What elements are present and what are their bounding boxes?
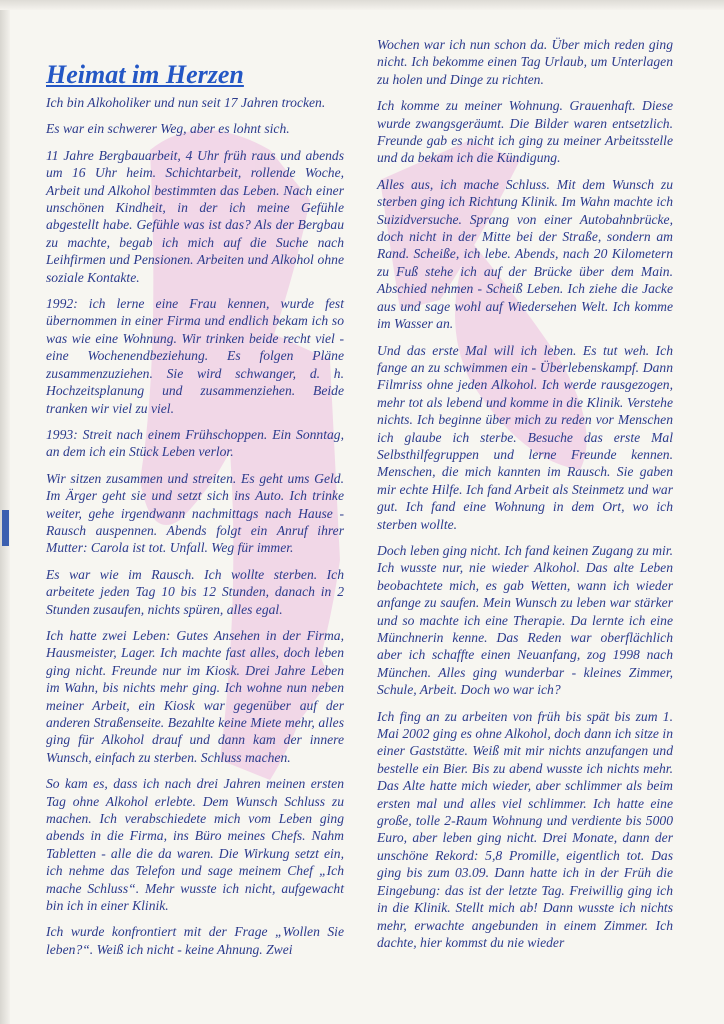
paragraph: Wir sitzen zusammen und streiten. Es geht ums Geld. Im Ärger geht sie und setzt sich ins Auto. Ich trinke weiter, gehe irgendwann nachmittags nach Hause - Rausch auspennen. Abends folgt ein Anruf ihrer Mutter: Carola ist tot. Unfall. Weg für immer.	[46, 470, 344, 556]
paragraph: Alles aus, ich mache Schluss. Mit dem Wunsch zu sterben ging ich Richtung Klinik. Im Wahn machte ich Suizidversuche. Sprang von einer Autobahnbrücke, doch nicht in der Mitte bei der Straße, sondern am Rand. Scheiße, ich lebe. Abends, nach 20 Kilometern zu Fuß stehe ich auf der Brücke über dem Main. Abschied nehmen - Scheiß Leben. Ich ziehe die Jacke aus und sage wohl auf Wiedersehen Welt. Ich komme im Wasser an.	[377, 176, 673, 332]
paragraph: Doch leben ging nicht. Ich fand keinen Zugang zu mir. Ich wusste nur, nie wieder Alkohol. Das alte Leben beobachtete mich, es gab Wetten, wann ich wieder anfange zu saufen. Mein Wunsch zu leben war stärker und so machte ich eine Therapie. Da lernte ich eine Münchnerin kenne. Das Reden war oberflächlich aber ich schaffte einen Neuanfang, zog 1998 nach München. Alles ging wunderbar - kleines Zimmer, Schule, Arbeit. Doch wo war ich?	[377, 542, 673, 698]
paragraph: Und das erste Mal will ich leben. Es tut weh. Ich fange an zu schwimmen ein - Überlebenskampf. Dann Filmriss ohne jeden Alkohol. Ich werde rausgezogen, mehr tot als lebend und komme in die Klinik. Verstehe nichts. Ich beginne über mich zu reden vor Menschen ich glaube ich sterbe. Besuche das erste Mal Selbsthilfegruppen und lerne Freunde kennen. Menschen, die mich kannten im Rausch. Sie gaben mir echte Hilfe. Ich fand Arbeit als Steinmetz und war gut. Ich fand eine Wohnung in dem Ort, wo ich sterben wollte.	[377, 342, 673, 532]
paragraph: 11 Jahre Bergbauarbeit, 4 Uhr früh raus und abends um 16 Uhr heim. Schichtarbeit, rollende Woche, Arbeit und Alkohol bestimmten das Leben. Nach einer unschönen Kindheit, in der ich meine Gefühle abgestellt habe. Gefühle was ist das? Als der Bergbau zu machte, begab ich mich auf die Suche nach Leihfirmen und Pensionen. Arbeiten und Alkohol ohne soziale Kontakte.	[46, 147, 344, 285]
page-top-edge-shadow	[0, 0, 724, 10]
paragraph: Ich wurde konfrontiert mit der Frage „Wollen Sie leben?“. Weiß ich nicht - keine Ahnung. Zwei	[46, 924, 344, 957]
paragraph: Es war wie im Rausch. Ich wollte sterben. Ich arbeitete jeden Tag 10 bis 12 Stunden, danach in 2 Stunden zusaufen, nichts spüren, alles egal.	[46, 566, 344, 617]
paragraph: Ich komme zu meiner Wohnung. Grauenhaft. Diese wurde zwangsgeräumt. Die Bilder waren entsetzlich. Freunde gab es nicht ich ging zu meiner Arbeitsstelle und da bekam ich die Kündigung.	[377, 98, 673, 166]
paragraph: 1992: ich lerne eine Frau kennen, wurde fest übernommen in einer Firma und endlich bekam ich so was wie eine Wohnung. Wir trinken beide recht viel - eine Wochenendbeziehung. Es folgen Pläne zusammenzuziehen. Sie wird schwanger, d. h. Hochzeitsplanung und zusammenziehen. Beide tranken wir viel zu viel.	[46, 296, 344, 416]
article-title: Heimat im Herzen	[46, 60, 244, 89]
paragraph: Ich bin Alkoholiker und nun seit 17 Jahren trocken.	[46, 95, 326, 110]
paragraph: So kam es, dass ich nach drei Jahren meinen ersten Tag ohne Alkohol erlebte. Dem Wunsch Schluss zu machen. Ich verabschiedete mich vom Leben ging abends in die Firma, ins Büro meines Chefs. Nahm Tabletten - alle die da waren. Die Wirkung setzt ein, ich nehme das Telefon und sage meinem Chef „Ich mache Schluss“. Mehr wusste ich nicht, aufgewacht bin ich in einer Klinik.	[46, 776, 344, 914]
paragraph: Ich hatte zwei Leben: Gutes Ansehen in der Firma, Hausmeister, Lager. Ich machte fast alles, doch leben ging nicht. Freunde nur im Kiosk. Drei Jahre Leben im Wahn, bis nichts mehr ging. Ich wohne nun neben meiner Arbeit, ein Kiosk war gegenüber auf der anderen Straßenseite. Bezahlte keine Miete mehr, alles ging für Alkohol drauf und dann kam der innere Wunsch, einfach zu sterben. Schluss machen.	[46, 627, 344, 765]
paragraph: 1993: Streit nach einem Frühschoppen. Ein Sonntag, an dem ich ein Stück Leben verlor.	[46, 426, 344, 460]
paragraph: Es war ein schwerer Weg, aber es lohnt sich.	[46, 121, 290, 137]
left-column	[46, 60, 344, 967]
right-column	[377, 36, 673, 960]
binder-tab-mark	[2, 510, 9, 546]
paragraph: Ich fing an zu arbeiten von früh bis spät bis zum 1. Mai 2002 ging es ohne Alkohol, doch dann ich sitze in einer Gaststätte. Weiß mit mir nichts anzufangen und bestelle ein Bier. Bis zu abend wusste ich nichts mehr. Das Alte hatte mich wieder, aber schlimmer als beim ersten mal und alles viel schlimmer. Ich hatte eine große, tolle 2-Raum Wohnung und verdiente bis 5000 Euro, aber leben ging nicht. Drei Monate, dann der unschöne Rekord: 5,8 Promille, eigentlich tot. Das ging bis zum 03.09. Dann hatte ich in der Früh die Eingebung: das ist der letzte Tag. Freiwillig ging ich in die Klinik. Stellt mich ab! Dann wusste ich nichts mehr, erwachte angebunden in einem Zimmer. Ich dachte, hier kommst du nie wieder	[377, 708, 673, 950]
paragraph: Wochen war ich nun schon da. Über mich reden ging nicht. Ich bekomme einen Tag Urlaub, um Unterlagen zu holen und Dinge zu richten.	[377, 37, 673, 87]
